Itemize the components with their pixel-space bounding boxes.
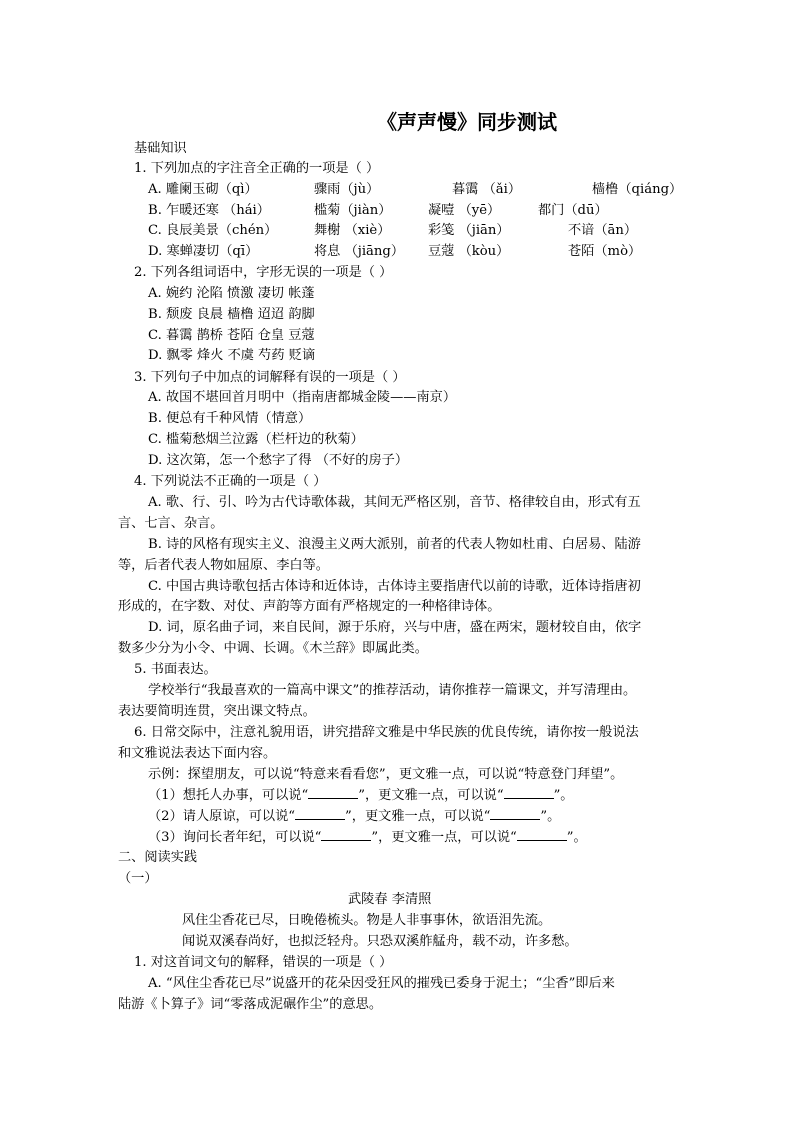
q1-option-b-2: 槛菊（jiàn） (314, 203, 392, 218)
q2-option-b: B. 颓废 良晨 樯橹 迢迢 韵脚 (148, 307, 315, 322)
question-6: 6. 日常交际中，注意礼貌用语，讲究措辞文雅是中华民族的优良传统，请你按一般说法 (134, 725, 639, 740)
q6-item-text: ”，更文雅一点，可以说“ (371, 830, 517, 845)
q1-option-b-1: B. 乍暖还寒 （hái） (148, 203, 270, 218)
q3-option-d: D. 这次第，怎一个愁字了得 （不好的房子） (148, 453, 409, 468)
q6-item-text: ”，更文雅一点，可以说“ (358, 788, 504, 803)
blank-line[interactable] (504, 786, 554, 799)
q6-item-text: ”。 (566, 830, 587, 845)
blank-line[interactable] (490, 807, 540, 820)
reading-question-1: 1. 对这首词文句的解释，错误的一项是（ ） (134, 955, 393, 970)
question-5: 5. 书面表达。 (134, 662, 217, 677)
q6-example: 示例：探望朋友，可以说“特意来看看您”，更文雅一点，可以说“特意登门拜望”。 (148, 767, 624, 782)
q6-item-text: （1）想托人办事，可以说“ (148, 788, 309, 803)
q1-option-c-2: 舞榭 （xiè） (314, 223, 391, 238)
q4-line: 数多少分为小令、中调、长调。《木兰辞》即属此类。 (118, 641, 428, 656)
blank-line[interactable] (295, 807, 345, 820)
q1-option-d-4: 苍陌（mò） (568, 244, 642, 259)
subsection-1: （一） (118, 871, 158, 886)
q1-option-d-1: D. 寒蝉凄切（qī） (148, 244, 259, 259)
q6-item-text: ”，更文雅一点，可以说“ (345, 809, 491, 824)
q4-line: A. 歌、行、引、吟为古代诗歌体裁，其间无严格区别，音节、格律较自由，形式有五 (148, 495, 641, 510)
q2-option-d: D. 飘零 烽火 不虞 芍药 贬谪 (148, 348, 316, 363)
question-3: 3. 下列句子中加点的词解释有误的一项是（ ） (134, 370, 406, 385)
r1-line: A. “风住尘香花已尽”说盛开的花朵因受狂风的摧残已委身于泥土；“尘香”即后来 (148, 976, 615, 991)
page-title: 《声声慢》同步测试 (377, 110, 557, 134)
q4-line: C. 中国古典诗歌包括古体诗和近体诗，古体诗主要指唐代以前的诗歌，近体诗指唐初 (148, 579, 641, 594)
q6-item-3 (148, 828, 587, 847)
q6-item-2 (148, 807, 560, 826)
blank-line[interactable] (308, 786, 358, 799)
q1-option-b-3: 凝噎 （yē） (428, 203, 501, 218)
q1-option-b-4: 都门（dū） (538, 203, 608, 218)
q4-line: 言、七言、杂言。 (118, 516, 224, 531)
q6-item-text: ”。 (553, 788, 574, 803)
q4-line: 形成的，在字数、对仗、声韵等方面有严格规定的一种格律诗体。 (118, 599, 501, 614)
q1-option-a-1: A. 雕阑玉砌（qì） (148, 182, 258, 197)
q1-option-c-4: 不谙（ān） (568, 223, 638, 238)
q1-option-c-3: 彩笺 （jiān） (428, 223, 510, 238)
q1-option-d-3: 豆蔻 （kòu） (428, 244, 510, 259)
blank-line[interactable] (321, 828, 371, 841)
q1-option-a-4: 樯橹（qiáng） (592, 182, 683, 197)
poem-line: 风住尘香花已尽，日晚倦梳头。物是人非事事休，欲语泪先流。 (182, 913, 552, 928)
poem-title: 武陵春 李清照 (348, 892, 432, 907)
section-reading: 二、阅读实践 (118, 850, 198, 865)
section-basic: 基础知识 (134, 141, 187, 156)
q3-option-b: B. 便总有千种风情（情意） (148, 411, 312, 426)
q4-line: 等，后者代表人物如屈原、李白等。 (118, 558, 329, 573)
q6-item-text: （2）请人原谅，可以说“ (148, 809, 296, 824)
q2-option-c: C. 暮霭 鹊桥 苍陌 仓皇 豆蔻 (148, 328, 315, 343)
q5-line: 学校举行“我最喜欢的一篇高中课文”的推荐活动，请你推荐一篇课文，并写清理由。 (148, 683, 637, 698)
r1-line: 陆游《卜算子》词“零落成泥碾作尘”的意思。 (118, 997, 383, 1012)
q6-line: 和文雅说法表达下面内容。 (118, 746, 277, 761)
poem-line: 闻说双溪春尚好，也拟泛轻舟。只恐双溪舴艋舟，载不动，许多愁。 (182, 934, 578, 949)
q4-line: D. 词，原名曲子词，来自民间，源于乐府，兴与中唐，盛在两宋，题材较自由，依字 (148, 620, 642, 635)
question-1: 1. 下列加点的字注音全正确的一项是（ ） (134, 161, 380, 176)
blank-line[interactable] (517, 828, 567, 841)
q3-option-c: C. 槛菊愁烟兰泣露（栏杆边的秋菊） (148, 432, 364, 447)
q5-line: 表达要简明连贯，突出课文特点。 (118, 704, 316, 719)
q1-option-c-1: C. 良辰美景（chén） (148, 223, 278, 238)
question-4: 4. 下列说法不正确的一项是（ ） (134, 474, 327, 489)
q6-item-text: ”。 (540, 809, 561, 824)
q1-option-a-3: 暮霭 （ǎi） (452, 182, 522, 197)
q6-item-1 (148, 786, 574, 805)
q3-option-a: A. 故国不堪回首月明中（指南唐都城金陵——南京） (148, 390, 457, 405)
q1-option-a-2: 骤雨（jù） (314, 182, 380, 197)
q1-option-d-2: 将息 （jiāng） (314, 244, 405, 259)
q2-option-a: A. 婉约 沦陷 愤激 凄切 帐蓬 (148, 286, 315, 301)
question-2: 2. 下列各组词语中，字形无误的一项是（ ） (134, 265, 393, 280)
q6-item-text: （3）询问长者年纪，可以说“ (148, 830, 322, 845)
q4-line: B. 诗的风格有现实主义、浪漫主义两大派别，前者的代表人物如杜甫、白居易、陆游 (148, 537, 641, 552)
